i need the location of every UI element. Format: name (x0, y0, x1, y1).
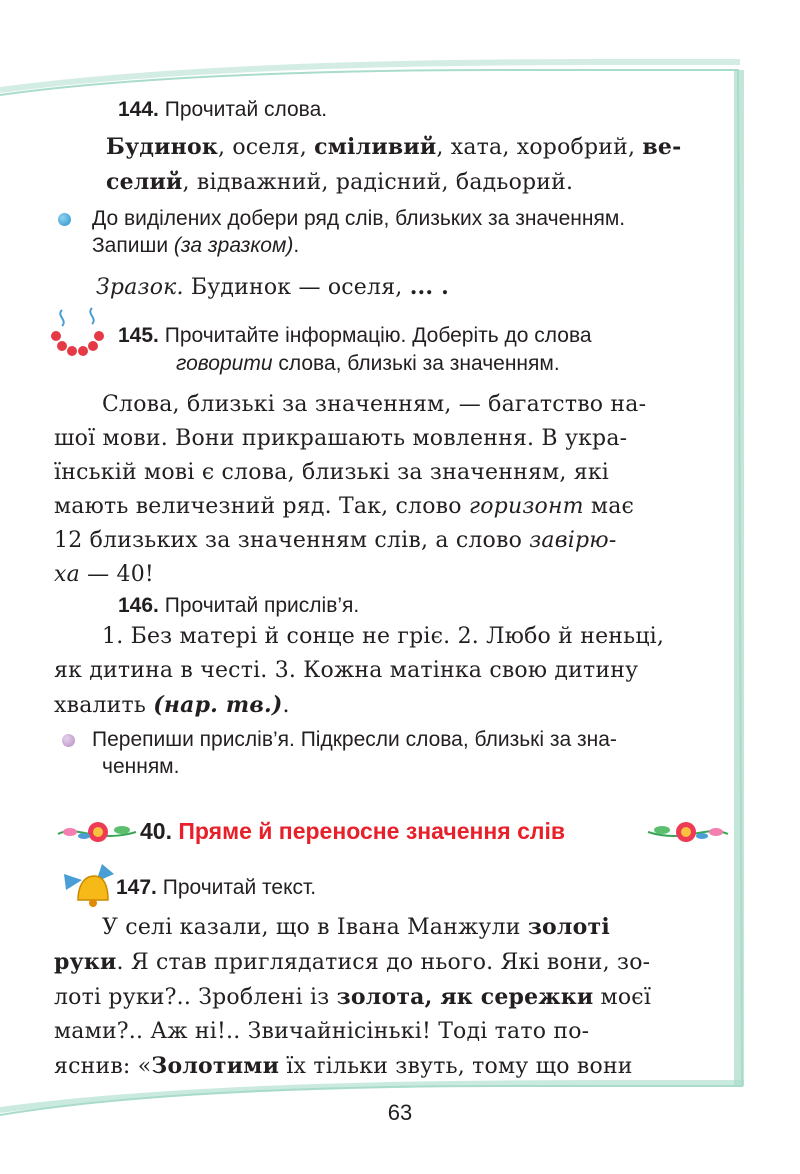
story-text-part: . Я став приглядатися до нього. Які вони, зо- (116, 950, 651, 975)
word-list (106, 130, 712, 200)
instruction-line: ченням. (102, 755, 180, 778)
instruction-text: Запиши (92, 234, 174, 257)
task-146-instruction (92, 726, 722, 780)
task-number: 145. (118, 324, 159, 347)
paragraph-text: 12 близьких за значенням слів, а слово (54, 528, 530, 553)
lesson-number: 40. (140, 818, 172, 844)
bold-word: ве- (642, 134, 682, 160)
proverb-source: (нар. тв.) (153, 692, 283, 718)
punct: . (293, 234, 300, 257)
task-title: Прочитайте інформацію. Доберіть до слова (164, 324, 592, 347)
text: , відважний, радісний, бадьорий. (182, 170, 574, 195)
task-title: Прочитай прислів’я. (164, 594, 360, 617)
proverb-text: хвалить (54, 693, 154, 718)
bold-word: селий (106, 169, 183, 195)
instruction-italic: (за зразком) (173, 234, 294, 257)
flower-ornament-right (646, 818, 730, 848)
story-line: мами?.. Аж ні!.. Звичайнісінькі! Тоді тато по- (54, 1019, 590, 1044)
sample-text: Будинок — оселя, (183, 275, 410, 300)
punct: . (282, 693, 290, 718)
task-number: 146. (118, 594, 159, 617)
task-title: Прочитай текст. (162, 876, 317, 899)
bold-word: золота, як сережки (336, 984, 594, 1010)
instruction-line: Перепиши прислів’я. Підкресли слова, близькі за зна- (92, 728, 617, 751)
bell-icon (62, 860, 118, 910)
page-number: 63 (387, 1100, 413, 1125)
paragraph-italic: ха (54, 562, 80, 587)
task-146-heading (118, 592, 359, 620)
proverbs (54, 620, 712, 723)
story-text (54, 910, 712, 1084)
task-title-italic: говорити (176, 352, 273, 375)
story-text-part: яснив: « (54, 1054, 152, 1079)
paragraph-text: — 40! (79, 562, 154, 587)
paragraph-line: шої мови. Вони прикрашають мовлення. В укра- (54, 426, 628, 451)
paragraph-line: їнській мові є слова, близькі за значенням, які (54, 460, 610, 485)
text: , хата, хоробрий, (436, 135, 643, 160)
task-number: 147. (116, 876, 157, 899)
bold-word: Будинок (106, 134, 218, 160)
lesson-title: Пряме й переносне значення слів (178, 818, 566, 844)
story-text-part: лоті руки?.. Зроблені із (54, 985, 337, 1010)
task-144-heading (118, 96, 327, 124)
flower-ornament-left (56, 818, 138, 848)
sample-line (96, 270, 449, 305)
info-paragraph (54, 388, 712, 592)
paragraph-line: Слова, близькі за значенням, — багатство на- (102, 392, 647, 417)
beads-icon (48, 306, 108, 358)
bold-word: руки (54, 949, 117, 975)
task-number: 144. (118, 98, 159, 121)
text: , оселя, (217, 135, 315, 160)
task-147-heading (116, 874, 316, 902)
bullet-icon (58, 213, 71, 226)
story-text-part: У селі казали, що в Івана Манжули (102, 915, 528, 940)
sample-label: Зразок. (96, 275, 184, 300)
paragraph-italic: завірю- (529, 528, 617, 553)
task-title: Прочитай слова. (164, 98, 328, 121)
task-title-rest: слова, близькі за значенням. (272, 352, 560, 375)
story-text-part: моєї (593, 985, 652, 1010)
paragraph-text: мають величезний ряд. Так, слово (54, 494, 469, 519)
bold-word: Золотими (151, 1053, 280, 1079)
paragraph-italic: горизонт (468, 494, 584, 519)
task-145-heading (118, 322, 718, 378)
bold-word: золоті (527, 914, 610, 940)
bullet-icon (62, 734, 75, 747)
bold-word: сміливий (314, 134, 437, 160)
paragraph-text: має (583, 494, 635, 519)
story-text-part: їх тільки звуть, тому що вони (279, 1054, 633, 1079)
lesson-heading (140, 816, 565, 846)
proverb-line: як дитина в честі. 3. Кожна матінка свою дитину (54, 658, 639, 683)
proverb-line: 1. Без матері й сонце не гріє. 2. Любо й неньці, (102, 624, 665, 649)
sample-end: ... . (409, 274, 449, 300)
instruction-line: До виділених добери ряд слів, близьких за значенням. (92, 207, 626, 230)
task-144-instruction (92, 205, 722, 259)
